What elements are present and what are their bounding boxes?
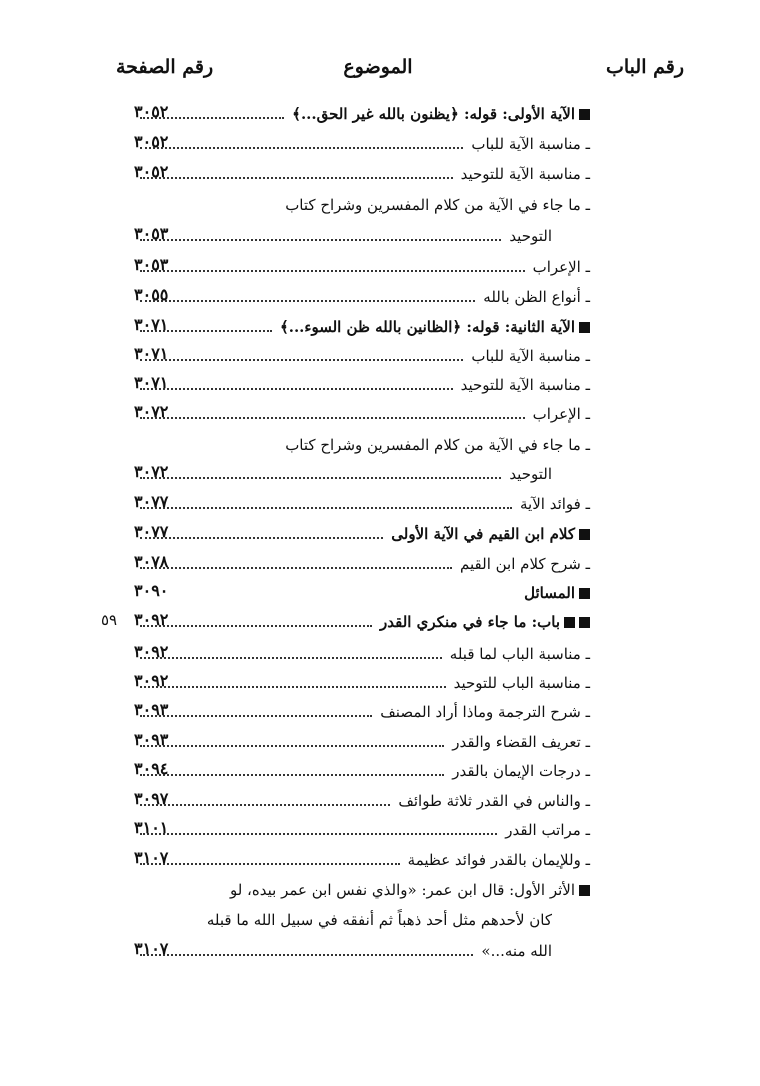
leader-dots xyxy=(140,417,525,419)
index-entry xyxy=(134,846,590,874)
index-entry xyxy=(134,371,590,399)
page-number: ٣٠٥٣ xyxy=(134,255,169,274)
leader-dots xyxy=(140,954,473,956)
leader-dots xyxy=(140,177,453,179)
entry-text: ـ شرح الترجمة وماذا أراد المصنف xyxy=(380,703,590,721)
entry-text: باب: ما جاء في منكري القدر xyxy=(380,613,560,631)
page-number: ٣٠٧٢ xyxy=(134,462,169,481)
square-bullet-icon xyxy=(579,617,590,628)
index-entry xyxy=(134,787,590,815)
leader-dots xyxy=(140,507,512,509)
index-entry xyxy=(134,757,590,785)
entry-text: ـ مناسبة الآية للتوحيد xyxy=(460,376,590,394)
topic-header: الموضوع xyxy=(343,56,413,78)
page-number: ٣٠٧٨ xyxy=(134,552,169,571)
entry-text: ـ مناسبة الآية للباب xyxy=(471,347,590,365)
page-number: ٣٠٥٢ xyxy=(134,132,169,151)
entry-text: الأثر الأول: قال ابن عمر: «والذي نفس ابن عمر بيده، لو xyxy=(229,881,575,899)
page-number-header: رقم الصفحة xyxy=(116,56,214,78)
page-number: ٣٠٧٧ xyxy=(134,492,169,511)
square-bullet-icon xyxy=(579,109,590,120)
index-entry-line: ـ ما جاء في الآية من كلام المفسرين وشراح كتاب xyxy=(285,196,590,214)
entry-text: ـ مناسبة الآية للتوحيد xyxy=(460,165,590,183)
entry-text: ـ درجات الإيمان بالقدر xyxy=(452,762,590,780)
index-entry xyxy=(134,608,590,636)
index-entry xyxy=(134,400,590,428)
chapter-number: ٥٩ xyxy=(100,611,118,629)
square-bullet-icon xyxy=(579,588,590,599)
page-number: ٣٠٩٣ xyxy=(134,730,169,749)
page-number: ٣٠٥٥ xyxy=(134,285,169,304)
index-entry-line: ـ ما جاء في الآية من كلام المفسرين وشراح كتاب xyxy=(285,436,590,454)
index-entry xyxy=(134,342,590,370)
index-entry xyxy=(134,253,590,281)
entry-text: ـ مناسبة الآية للباب xyxy=(471,135,590,153)
entry-text: ـ الإعراب xyxy=(532,258,590,276)
index-entry xyxy=(134,160,590,188)
leader-dots xyxy=(140,715,372,717)
page-number: ٣٠٧١ xyxy=(134,315,169,334)
page-number: ٣٠٩٠ xyxy=(134,581,169,600)
leader-dots xyxy=(140,300,475,302)
page-number: ٣١٠٧ xyxy=(134,848,169,867)
index-entry xyxy=(134,130,590,158)
index-entry-line xyxy=(230,876,590,904)
entry-text: التوحيد xyxy=(509,465,552,483)
square-bullet-icon xyxy=(564,617,575,628)
leader-dots xyxy=(140,147,463,149)
entry-text: ـ مناسبة الباب للتوحيد xyxy=(453,674,590,692)
leader-dots xyxy=(140,774,444,776)
index-entry xyxy=(134,579,590,607)
page-number: ٣١٠٧ xyxy=(134,939,169,958)
square-bullet-icon xyxy=(579,529,590,540)
entry-text: ـ الإعراب xyxy=(532,405,590,423)
leader-dots xyxy=(140,745,444,747)
index-entry xyxy=(134,283,590,311)
page-number: ٣٠٧١ xyxy=(134,373,169,392)
entry-text: الآية الأولى: قوله: ﴿يظنون بالله غير الحق...﴾ xyxy=(292,105,575,123)
page-number: ٣٠٥٢ xyxy=(134,102,169,121)
leader-dots xyxy=(140,686,446,688)
leader-dots xyxy=(140,388,453,390)
index-entry xyxy=(134,490,590,518)
page-number: ٣٠٥٣ xyxy=(134,224,169,243)
leader-dots xyxy=(140,567,452,569)
page-number: ٣٠٩٢ xyxy=(134,642,169,661)
page-number: ٣١٠١ xyxy=(134,818,169,837)
page-number: ٣٠٧٧ xyxy=(134,522,169,541)
page-number: ٣٠٩٤ xyxy=(134,759,169,778)
leader-dots xyxy=(140,239,501,241)
entry-text: ـ مراتب القدر xyxy=(505,821,590,839)
entry-text: ـ شرح كلام ابن القيم xyxy=(460,555,590,573)
leader-dots xyxy=(140,863,400,865)
leader-dots xyxy=(140,537,383,539)
page-number: ٣٠٧٢ xyxy=(134,402,169,421)
leader-dots xyxy=(140,477,501,479)
entry-text: ـ أنواع الظن بالله xyxy=(483,288,590,306)
leader-dots xyxy=(140,804,390,806)
index-entry xyxy=(134,698,590,726)
page-number: ٣٠٩٧ xyxy=(134,789,169,808)
entry-text: الآية الثانية: قوله: ﴿الظانين بالله ظن السوء...﴾ xyxy=(279,318,575,336)
page-number: ٣٠٧١ xyxy=(134,344,169,363)
index-entry xyxy=(134,669,590,697)
index-entry xyxy=(134,816,590,844)
page-number: ٣٠٩٢ xyxy=(134,671,169,690)
leader-dots xyxy=(140,833,497,835)
chapter-number-header: رقم الباب xyxy=(606,56,684,78)
index-entry xyxy=(134,100,590,128)
entry-text: ـ مناسبة الباب لما قبله xyxy=(449,645,590,663)
index-entry xyxy=(134,728,590,756)
entry-text: ـ وللإيمان بالقدر فوائد عظيمة xyxy=(407,851,590,869)
entry-text: ـ تعريف القضاء والقدر xyxy=(452,733,590,751)
index-entry xyxy=(134,937,552,965)
entry-text: المسائل xyxy=(524,584,575,602)
page-number: ٣٠٩٢ xyxy=(134,610,169,629)
index-entry xyxy=(134,313,590,341)
index-entry xyxy=(134,460,552,488)
leader-dots xyxy=(140,625,372,627)
page-number: ٣٠٩٣ xyxy=(134,700,169,719)
entry-text: كلام ابن القيم في الآية الأولى xyxy=(391,525,575,543)
index-entry xyxy=(134,640,590,668)
leader-dots xyxy=(140,657,442,659)
index-entry xyxy=(134,520,590,548)
index-entry xyxy=(134,222,552,250)
square-bullet-icon xyxy=(579,885,590,896)
entry-text: ـ والناس في القدر ثلاثة طوائف xyxy=(398,792,590,810)
leader-dots xyxy=(140,270,525,272)
index-entry xyxy=(134,550,590,578)
square-bullet-icon xyxy=(579,322,590,333)
leader-dots xyxy=(140,359,463,361)
entry-text: ـ فوائد الآية xyxy=(519,495,590,513)
index-entry-line: كان لأحدهم مثل أحد ذهباً ثم أنفقه في سبيل الله ما قبله xyxy=(206,911,552,929)
page-number: ٣٠٥٢ xyxy=(134,162,169,181)
entry-text: الله منه...» xyxy=(481,942,552,960)
entry-text: التوحيد xyxy=(509,227,552,245)
